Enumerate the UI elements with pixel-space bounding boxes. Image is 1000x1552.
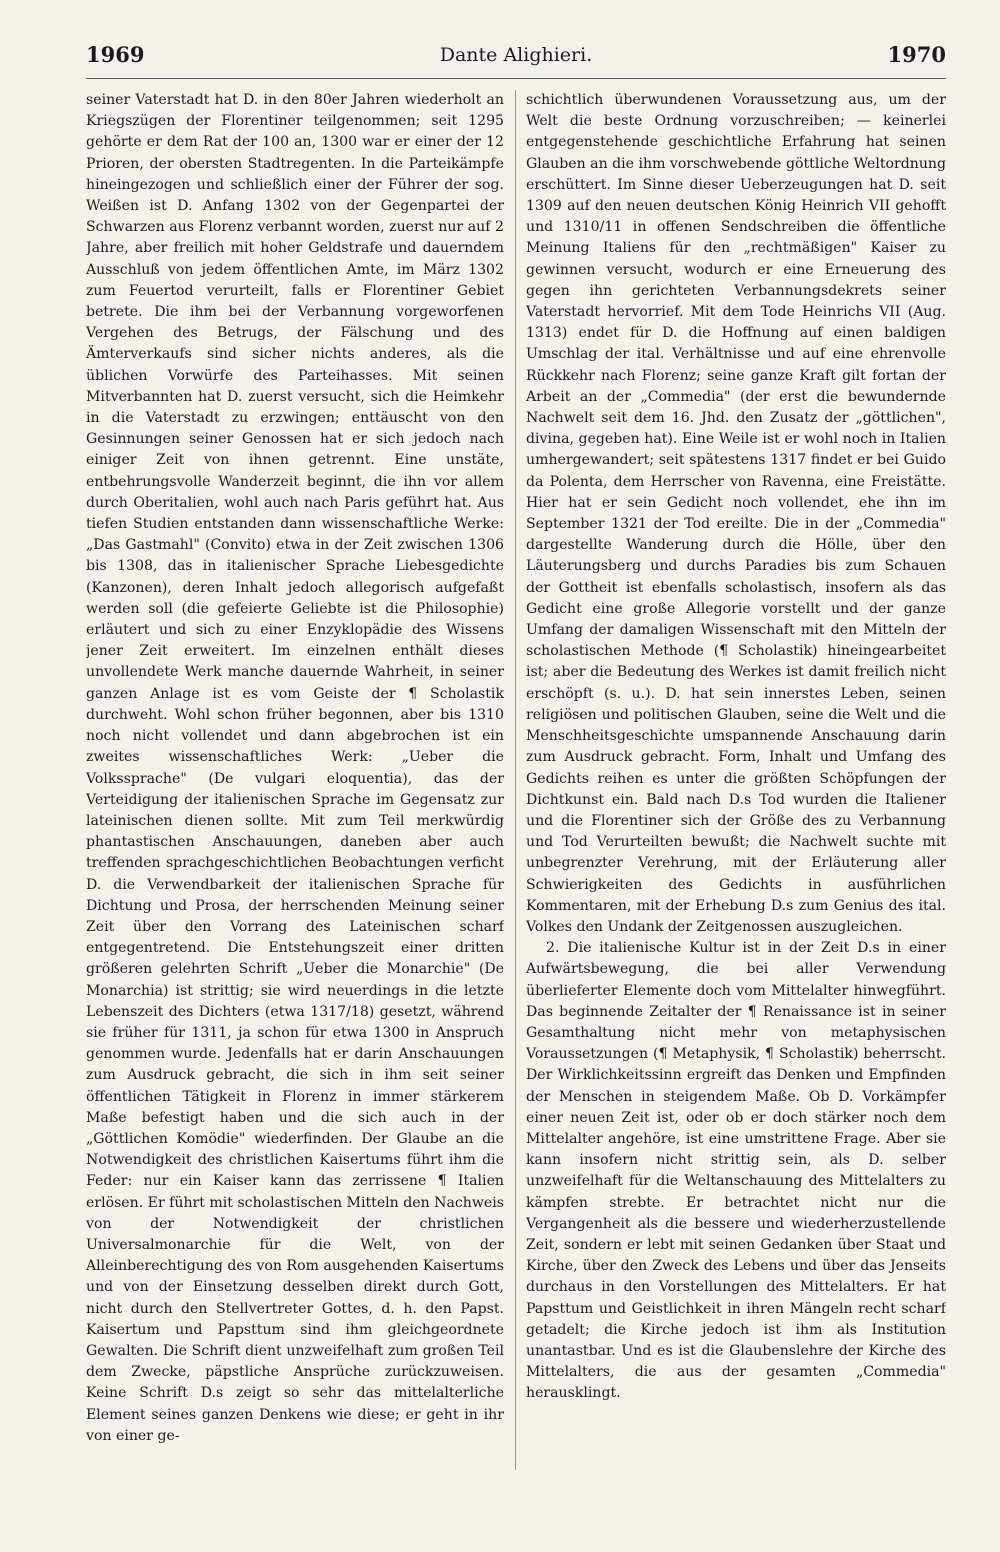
right-column: [526, 90, 946, 1482]
page-number-right: 1970: [887, 42, 946, 67]
paragraph: schichtlich überwundenen Voraussetzung aus, um der Welt die beste Ordnung vorzuschreiben; — keinerlei entgegenstehende geschichtliche Erfahrung hat seinen Glauben an die ihm vorschwebende göttliche Weltordnung erschüttert. Im Sinne dieser Ueberzeugungen hat D. seit 1309 auf den neuen deutschen König Heinrich VII gehofft und 1310/11 in offenen Sendschreiben die öffentliche Meinung Italiens für den „rechtmäßigen" Kaiser zu gewinnen versucht, wodurch er eine Erneuerung des gegen ihn gerichteten Verbannungsdekrets seiner Vaterstadt hervorrief. Mit dem Tode Heinrichs VII (Aug. 1313) endet für D. die Hoffnung auf einen baldigen Umschlag der ital. Verhältnisse und auf eine ehrenvolle Rückkehr nach Florenz; seine ganze Kraft gilt fortan der Arbeit an der „Commedia" (der erst die bewundernde Nachwelt seit dem 16. Jhd. den Zusatz der „göttlichen", divina, gegeben hat). Eine Weile ist er wohl noch in Italien umhergewandert; seit spätestens 1317 findet er bei Guido da Polenta, dem Herrscher von Ravenna, eine Freistätte. Hier hat er sein Gedicht noch vollendet, ehe ihn im September 1321 der Tod ereilte. Die in der „Commedia" dargestellte Wanderung durch die Hölle, über den Läuterungsberg und durchs Paradies bis zum Schauen der Gottheit ist ebenfalls scholastisch, insofern als das Gedicht eine große Allegorie vorstellt und der ganze Umfang der damaligen Wissenschaft mit den Mitteln der scholastischen Methode (¶ Scholastik) hineingearbeitet ist; aber die Bedeutung des Werkes ist damit freilich nicht erschöpft (s. u.). D. hat sein innerstes Leben, seinen religiösen und politischen Glauben, seine die Welt und die Menschheitsgeschichte umspannende Anschauung darin zum Ausdruck gebracht. Form, Inhalt und Umfang des Gedichts reihen es unter die größten Schöpfungen der Dichtkunst ein. Bald nach D.s Tod wurden die Italiener und die Florentiner sich der Größe des zu Verbannung und Tod Verurteilten bewußt; die Nachwelt suchte mit unbegrenzter Verehrung, mit der Erläuterung aller Schwierigkeiten des Gedichts in ausführlichen Kommentaren, mit der Erhebung D.s zum Genius des ital. Volkes den Undank der Zeitgenossen auszugleichen.: [526, 92, 946, 935]
column-divider: [515, 90, 516, 1470]
page-header: [86, 42, 946, 74]
running-title: Dante Alighieri.: [439, 44, 593, 66]
left-column: [86, 90, 504, 1482]
header-rule: [86, 78, 946, 79]
paragraph: seiner Vaterstadt hat D. in den 80er Jahren wiederholt an Kriegszügen der Florentiner teilgenommen; seit 1295 gehörte er dem Rat der 100 an, 1300 war er einer der 12 Prioren, der obersten Stadtregenten. In die Parteikämpfe hineingezogen und schließlich einer der Führer der sog. Weißen ist D. Anfang 1302 von der Gegenpartei der Schwarzen aus Florenz verbannt worden, zuerst nur auf 2 Jahre, aber freilich mit hoher Geldstrafe und dauerndem Ausschluß von jedem öffentlichen Amte, im März 1302 zum Feuertod verurteilt, falls er Florentiner Gebiet betrete. Die ihm bei der Verbannung vorgeworfenen Vergehen des Betrugs, der Fälschung und des Ämterverkaufs sind sicher nichts anderes, als die üblichen Vorwürfe des Parteihasses. Mit seinen Mitverbannten hat D. zuerst versucht, sich die Heimkehr in die Vaterstadt zu erzwingen; enttäuscht von den Gesinnungen seiner Genossen hat er sich jedoch nach einiger Zeit von ihnen getrennt. Eine unstäte, entbehrungsvolle Wanderzeit beginnt, die ihn vor allem durch Oberitalien, wohl auch nach Paris geführt hat. Aus tiefen Studien entstanden dann wissenschaftliche Werke: „Das Gastmahl" (Convito) etwa in der Zeit zwischen 1306 bis 1308, das in italienischer Sprache Liebesgedichte (Kanzonen), deren Inhalt jedoch allegorisch aufgefaßt werden soll (die gefeierte Geliebte ist die Philosophie) erläutert und sich zu einer Enzyklopädie des Wissens jener Zeit erweitert. Im einzelnen enthält dieses unvollendete Werk manche dauernde Wahrheit, in seiner ganzen Anlage ist es vom Geiste der ¶ Scholastik durchweht. Wohl schon früher begonnen, aber bis 1310 noch nicht vollendet und dann abgebrochen ist ein zweites wissenschaftliches Werk: „Ueber die Volkssprache" (De vulgari eloquentia), das der Verteidigung der italienischen Sprache im Gegensatz zur lateinischen dienen sollte. Mit zum Teil merkwürdig phantastischen Anschauungen, daneben aber auch treffenden sprachgeschichtlichen Beobachtungen verficht D. die Verwendbarkeit der italienischen Sprache für Dichtung und Prosa, der herrschenden Meinung seiner Zeit über den Vorrang des Lateinischen scharf entgegentretend. Die Entstehungszeit einer dritten größeren gelehrten Schrift „Ueber die Monarchie" (De Monarchia) ist strittig; sie wird neuerdings in die letzte Lebenszeit des Dichters (etwa 1317/18) gesetzt, während sie früher für 1311, ja schon für etwa 1300 in Anspruch genommen wurde. Jedenfalls hat er darin Anschauungen zum Ausdruck gebracht, die sich in ihm seit seiner öffentlichen Tätigkeit in Florenz in immer stärkerem Maße befestigt haben und die sich auch in der „Göttlichen Komödie" wiederfinden. Der Glaube an die Notwendigkeit des christlichen Kaisertums führt ihm die Feder: nur ein Kaiser kann das zerrissene ¶ Italien erlösen. Er führt mit scholastischen Mitteln den Nachweis von der Notwendigkeit der christlichen Universalmonarchie für die Welt, von der Alleinberechtigung des von Rom ausgehenden Kaisertums und von der Einsetzung desselben direkt durch Gott, nicht durch den Stellvertreter Gottes, d. h. den Papst. Kaisertum und Papsttum sind ihm gleichgeordnete Gewalten. Die Schrift dient unzweifelhaft zum großen Teil dem Zwecke, päpstliche Ansprüche zurückzuweisen. Keine Schrift D.s zeigt so sehr das mittelalterliche Element seines ganzen Denkens wie diese; er geht in ihr von einer ge-: [86, 92, 504, 1444]
paragraph: 2. Die italienische Kultur ist in der Zeit D.s in einer Aufwärtsbewegung, die bei aller Verwendung überlieferter Elemente doch vom Mittelalter hinwegführt. Das beginnende Zeitalter der ¶ Renaissance ist in seiner Gesamthaltung nicht mehr von metaphysischen Voraussetzungen (¶ Metaphysik, ¶ Scholastik) beherrscht. Der Wirklichkeitssinn ergreift das Denken und Empfinden der Menschen in steigendem Maße. Ob D. Vorkämpfer einer neuen Zeit ist, oder ob er doch stärker noch dem Mittelalter angehöre, ist eine umstrittene Frage. Aber sie kann insofern nicht strittig sein, als D. selber unzweifelhaft für die Weltanschauung des Mittelalters zu kämpfen strebte. Er betrachtet nicht nur die Vergangenheit als die bessere und wiederherzustellende Zeit, sondern er lebt mit seinen Gedanken über Staat und Kirche, über den Zweck des Lebens und über das Jenseits durchaus in den Vorstellungen des Mittelalters. Er hat Papsttum und Geistlichkeit in ihren Mängeln recht scharf getadelt; die Kirche jedoch ist ihm als Institution unantastbar. Und es ist die Glaubenslehre der Kirche des Mittelalters, die aus der gesamten „Commedia" herausklingt.: [526, 940, 946, 1402]
page-number-left: 1969: [86, 42, 145, 67]
